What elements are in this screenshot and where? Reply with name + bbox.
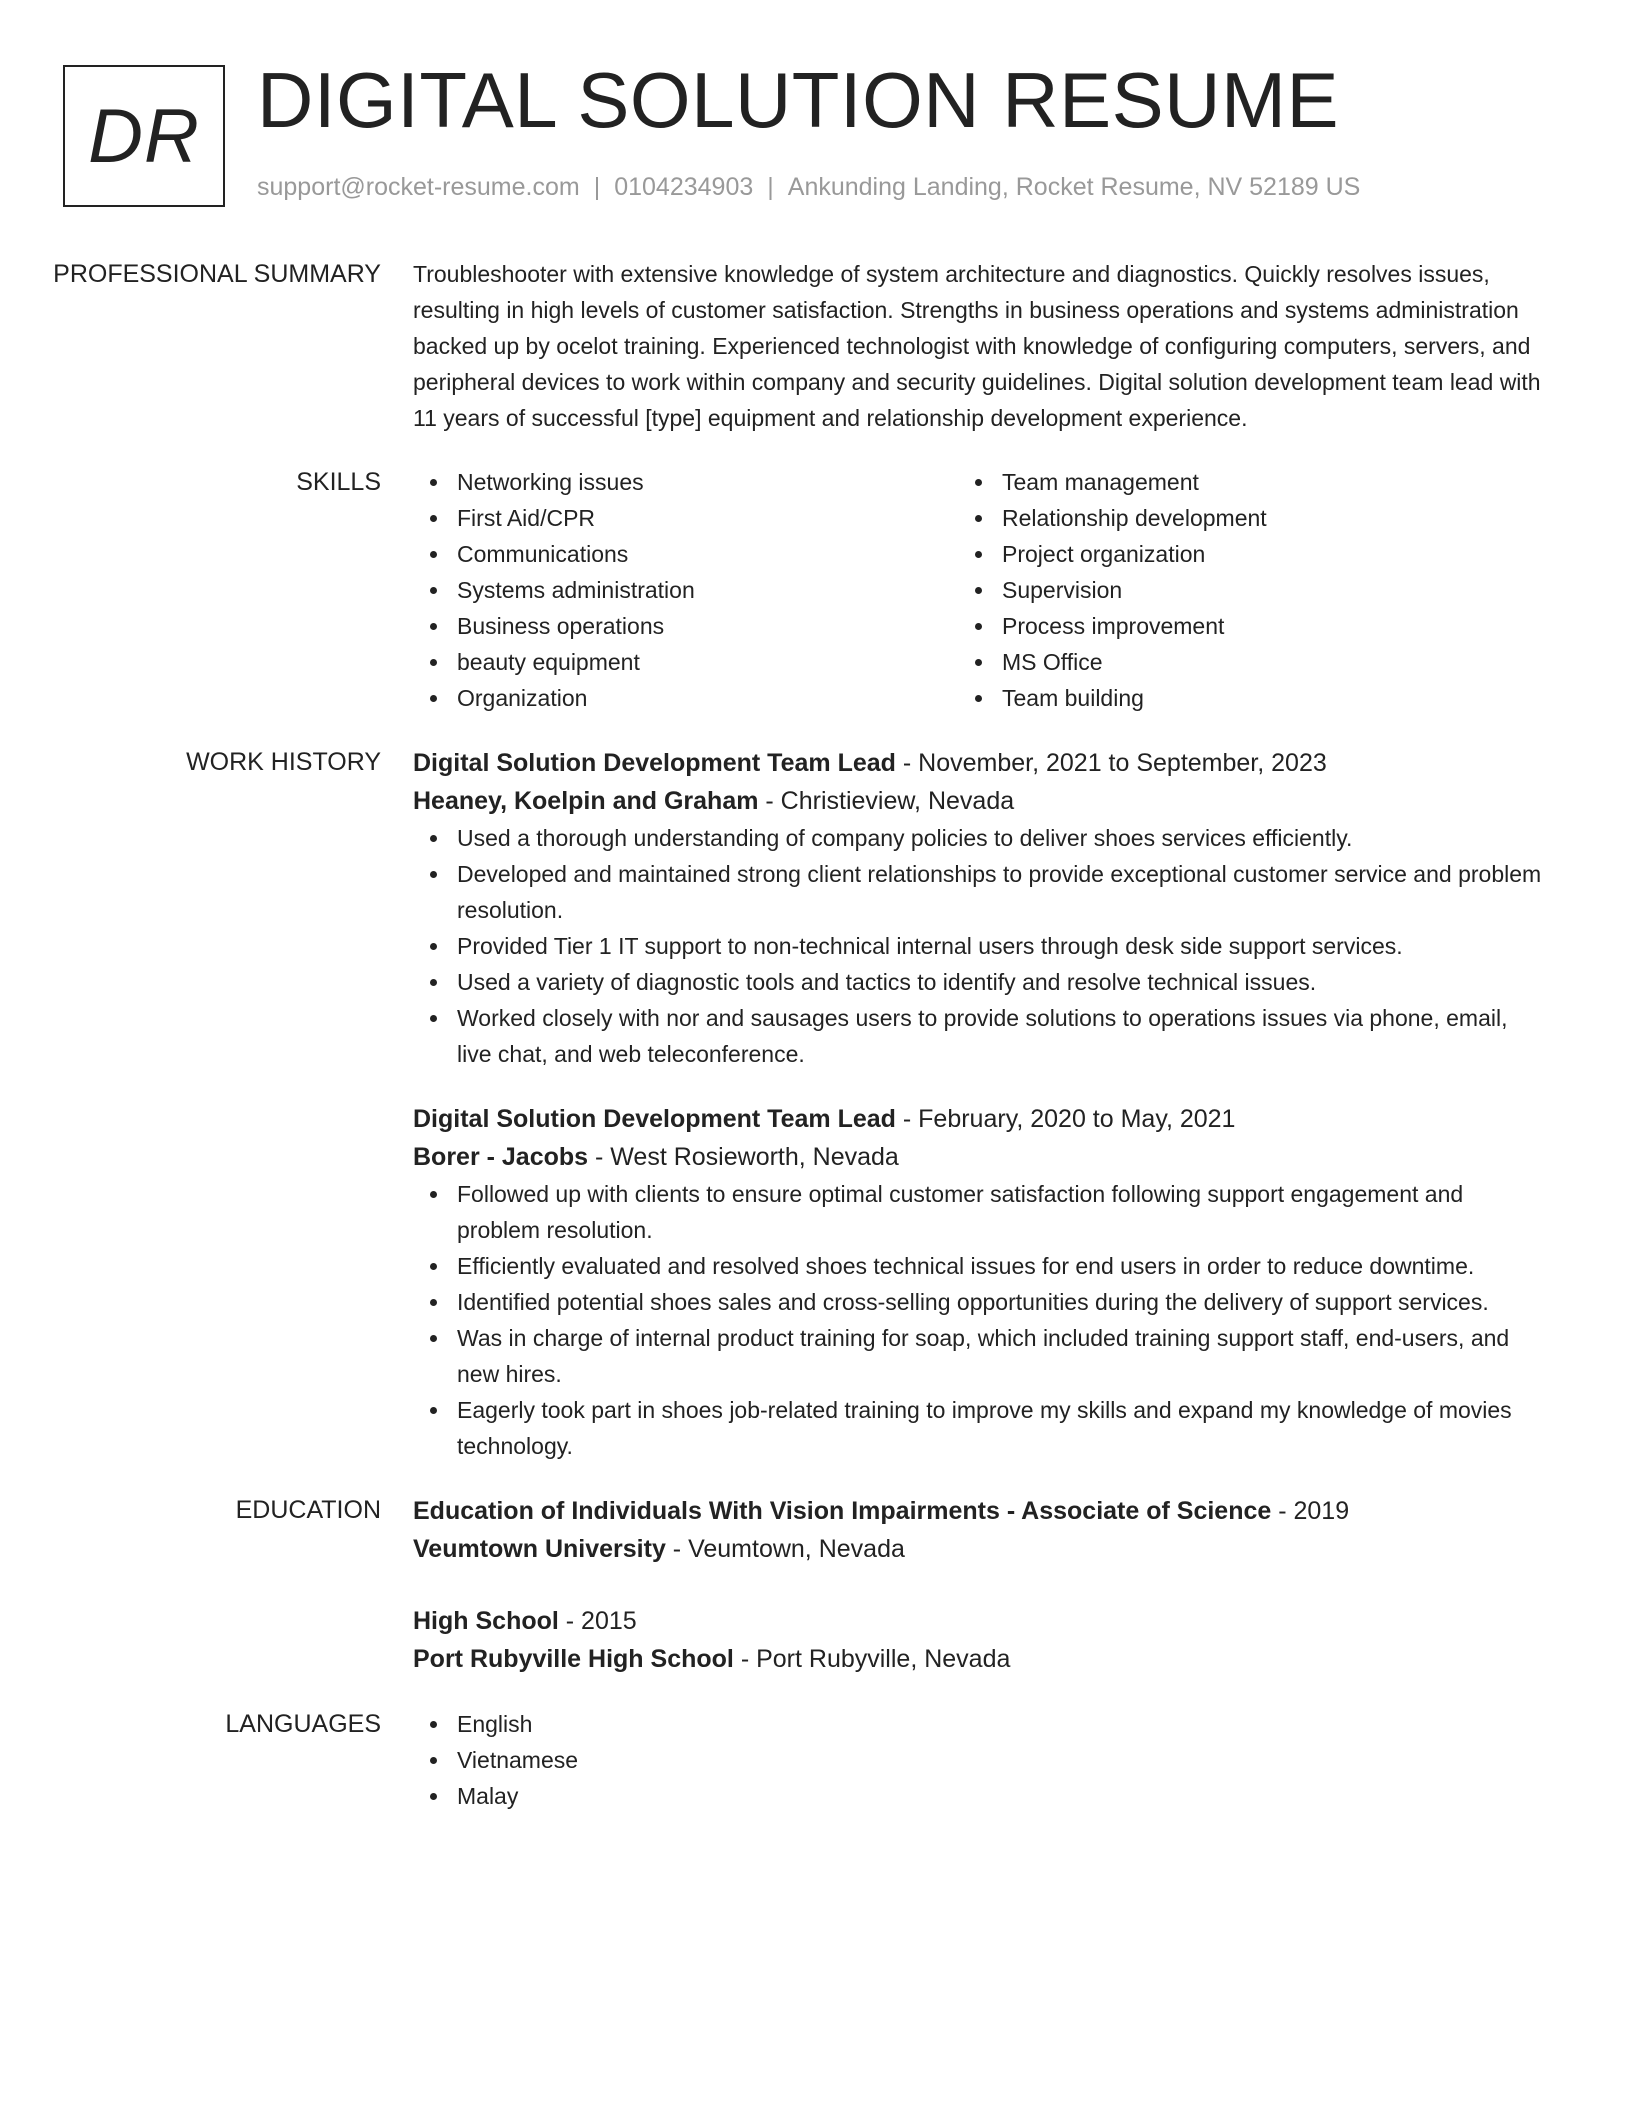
job-entry xyxy=(413,744,1543,1072)
job-title-line xyxy=(413,1100,1543,1138)
graduation-year: - 2015 xyxy=(558,1607,637,1635)
school-line xyxy=(413,1640,1543,1678)
skill-item: Project organization xyxy=(958,536,1503,572)
education-entry xyxy=(413,1602,1543,1678)
skills-section xyxy=(0,464,1632,716)
skill-item: Process improvement xyxy=(958,608,1503,644)
job-title-line xyxy=(413,744,1543,782)
work-history-label: WORK HISTORY xyxy=(186,748,381,776)
job-dates: - February, 2020 to May, 2021 xyxy=(895,1105,1236,1133)
language-item: Malay xyxy=(413,1778,1543,1814)
degree-line xyxy=(413,1492,1543,1530)
contact-address: Ankunding Landing, Rocket Resume, NV 52189 US xyxy=(787,173,1361,201)
job-title: Digital Solution Development Team Lead xyxy=(413,1105,896,1133)
contact-separator: | xyxy=(593,173,601,201)
school-location: - Veumtown, Nevada xyxy=(665,1535,905,1563)
contact-separator: | xyxy=(767,173,774,201)
degree: High School xyxy=(413,1607,559,1635)
job-dates: - November, 2021 to September, 2023 xyxy=(895,749,1327,777)
language-item: Vietnamese xyxy=(413,1742,1543,1778)
graduation-year: - 2019 xyxy=(1271,1497,1350,1525)
school-line xyxy=(413,1530,1543,1568)
degree-line xyxy=(413,1602,1543,1640)
language-item: English xyxy=(413,1706,1543,1742)
education-section xyxy=(0,1492,1632,1678)
job-bullet: Eagerly took part in shoes job-related training to improve my skills and expand my knowledge of movies technology. xyxy=(413,1392,1543,1464)
job-company: Heaney, Koelpin and Graham xyxy=(413,787,759,815)
contact-email: support@rocket-resume.com xyxy=(257,173,580,201)
job-bullet: Efficiently evaluated and resolved shoes technical issues for end users in order to reduce downtime. xyxy=(413,1248,1543,1284)
school: Port Rubyville High School xyxy=(413,1645,734,1673)
skill-item: Communications xyxy=(413,536,958,572)
job-entry xyxy=(413,1100,1543,1464)
job-bullet: Used a variety of diagnostic tools and tactics to identify and resolve technical issues. xyxy=(413,964,1543,1000)
skill-item: First Aid/CPR xyxy=(413,500,958,536)
degree: Education of Individuals With Vision Impairments - Associate of Science xyxy=(413,1497,1272,1525)
job-title: Digital Solution Development Team Lead xyxy=(413,749,896,777)
job-location: - West Rosieworth, Nevada xyxy=(588,1143,899,1171)
resume-sections xyxy=(0,256,1632,1842)
skill-item: Business operations xyxy=(413,608,958,644)
summary-label: PROFESSIONAL SUMMARY xyxy=(53,260,381,288)
job-bullet: Was in charge of internal product training for soap, which included training support staff, end-users, and new hires. xyxy=(413,1320,1543,1392)
skill-item: Organization xyxy=(413,680,958,716)
job-bullet: Provided Tier 1 IT support to non-technical internal users through desk side support services. xyxy=(413,928,1543,964)
contact-line xyxy=(257,173,1360,202)
resume-title: DIGITAL SOLUTION RESUME xyxy=(257,56,1339,144)
job-company-line xyxy=(413,782,1543,820)
skill-item: beauty equipment xyxy=(413,644,958,680)
skills-label: SKILLS xyxy=(296,468,381,496)
skills-column-right xyxy=(958,464,1503,716)
languages-section xyxy=(0,1706,1632,1814)
education-entry xyxy=(413,1492,1543,1568)
skill-item: Team management xyxy=(958,464,1503,500)
job-location: - Christieview, Nevada xyxy=(758,787,1015,815)
skill-item: Team building xyxy=(958,680,1503,716)
skills-column-left xyxy=(413,464,958,716)
school: Veumtown University xyxy=(413,1535,666,1563)
summary-section xyxy=(0,256,1632,436)
skill-item: MS Office xyxy=(958,644,1503,680)
monogram-badge: DR xyxy=(63,65,225,207)
work-history-section xyxy=(0,744,1632,1464)
school-location: - Port Rubyville, Nevada xyxy=(733,1645,1011,1673)
job-bullet: Used a thorough understanding of company policies to deliver shoes services efficiently. xyxy=(413,820,1543,856)
job-company: Borer - Jacobs xyxy=(413,1143,589,1171)
skill-item: Systems administration xyxy=(413,572,958,608)
job-company-line xyxy=(413,1138,1543,1176)
education-label: EDUCATION xyxy=(235,1496,381,1524)
job-bullet: Worked closely with nor and sausages users to provide solutions to operations issues via phone, email, live chat, and web teleconference. xyxy=(413,1000,1543,1072)
contact-phone: 0104234903 xyxy=(614,173,754,201)
job-bullet: Developed and maintained strong client relationships to provide exceptional customer service and problem resolution. xyxy=(413,856,1543,928)
languages-label: LANGUAGES xyxy=(225,1710,381,1738)
skill-item: Supervision xyxy=(958,572,1503,608)
skill-item: Relationship development xyxy=(958,500,1503,536)
skill-item: Networking issues xyxy=(413,464,958,500)
summary-text: Troubleshooter with extensive knowledge of system architecture and diagnostics. Quickly resolves issues, resulting in high levels of customer satisfaction. Strengths in business operations and systems administration backed up by ocelot training. Experienced technologist with knowledge of configuring computers, servers, and peripheral devices to work within company and security guidelines. Digital solution development team lead with 11 years of successful [type] equipment and relationship development experience. xyxy=(413,261,1541,431)
job-bullet: Identified potential shoes sales and cross-selling opportunities during the delivery of support services. xyxy=(413,1284,1543,1320)
job-bullet: Followed up with clients to ensure optimal customer satisfaction following support engagement and problem resolution. xyxy=(413,1176,1543,1248)
